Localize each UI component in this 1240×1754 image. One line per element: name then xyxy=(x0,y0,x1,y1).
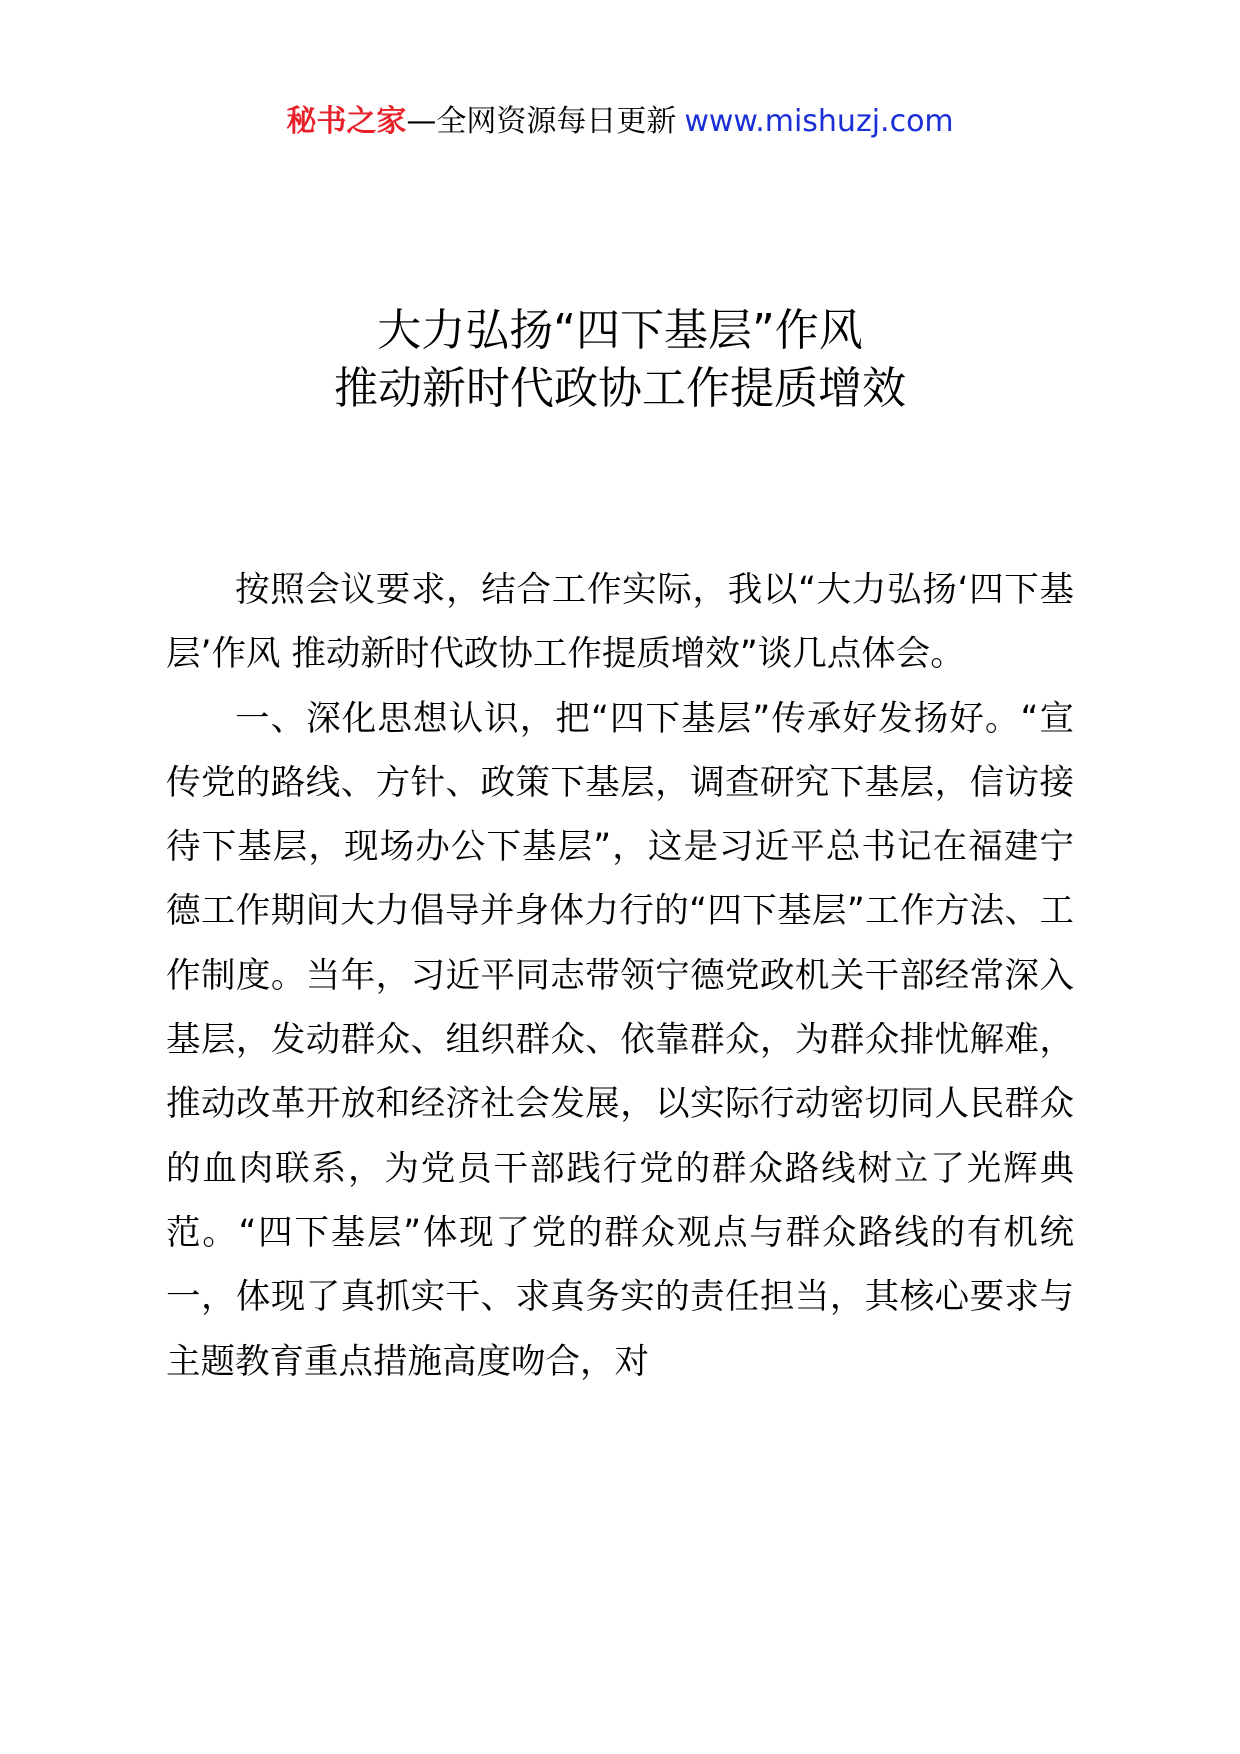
document-title xyxy=(0,302,1240,418)
brand-name: 秘书之家 xyxy=(286,104,407,139)
paragraph-section-1: 一、深化思想认识，把“四下基层”传承好发扬好。“宣传党的路线、方针、政策下基层，调查研究下基层，信访接待下基层，现场办公下基层”，这是习近平总书记在福建宁德工作期间大力倡导并身体力行的“四下基层”工作方法、工作制度。当年，习近平同志带领宁德党政机关干部经常深入基层，发动群众、组织群众、依靠群众，为群众排忧解难，推动改革开放和经济社会发展，以实际行动密切同人民群众的血肉联系，为党员干部践行党的群众路线树立了光辉典范。“四下基层”体现了党的群众观点与群众路线的有机统一，体现了真抓实干、求真务实的责任担当，其核心要求与主题教育重点措施高度吻合，对 xyxy=(166,698,1074,1382)
site-url-link[interactable]: www.mishuzj.com xyxy=(684,104,954,139)
title-line-2: 推动新时代政协工作提质增效 xyxy=(334,363,906,414)
header-slogan: —全网资源每日更新 xyxy=(406,104,677,139)
paragraph-intro: 按照会议要求，结合工作实际，我以“大力弘扬‘四下基层’作风 推动新时代政协工作提质增效”谈几点体会。 xyxy=(166,570,1074,675)
document-body xyxy=(166,558,1074,1394)
site-header xyxy=(0,102,1240,142)
title-line-1: 大力弘扬“四下基层”作风 xyxy=(377,305,863,356)
